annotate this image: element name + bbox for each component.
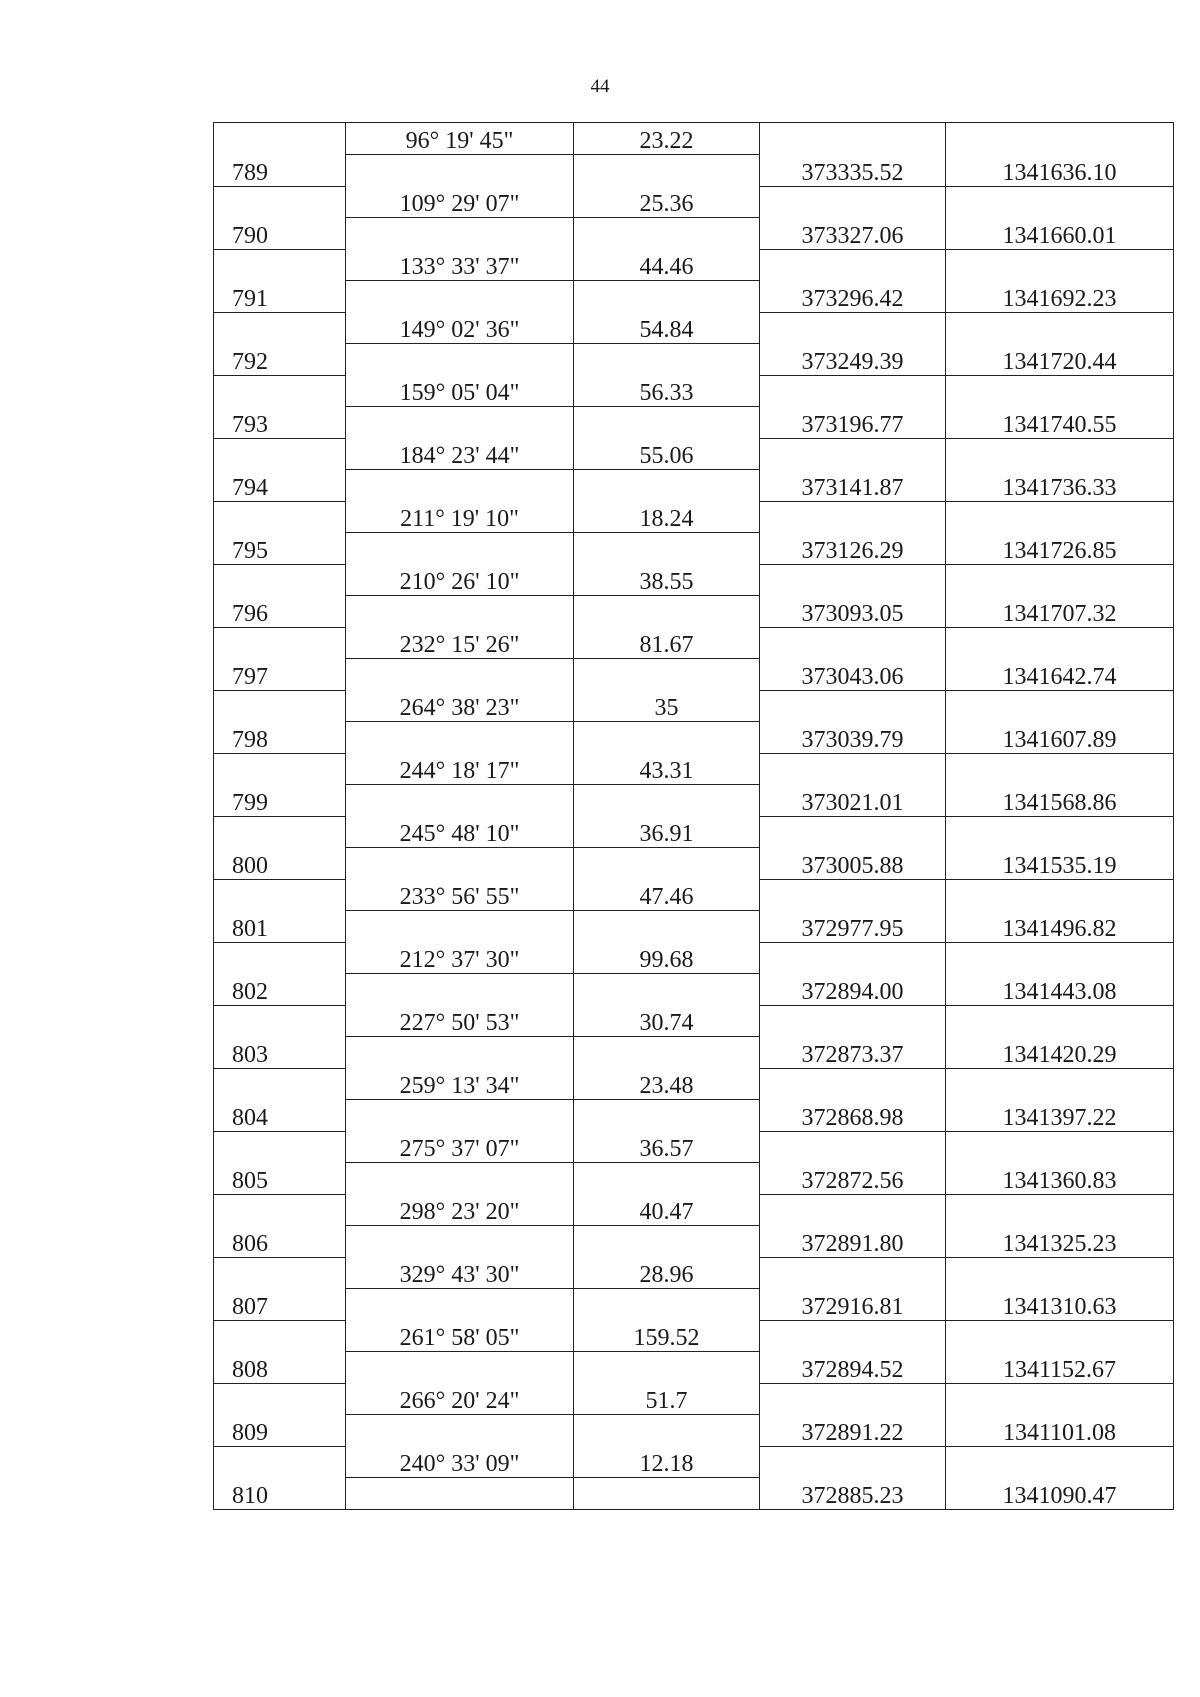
point-cell xyxy=(214,1320,346,1352)
distance-cell xyxy=(574,344,760,376)
segment-row xyxy=(214,312,1174,344)
point-row xyxy=(214,659,1174,691)
northing-cell xyxy=(946,753,1174,785)
point-row xyxy=(214,344,1174,376)
distance-cell: 25.36 xyxy=(574,186,760,218)
northing-cell xyxy=(946,438,1174,470)
easting-cell: 372894.52 xyxy=(760,1352,946,1384)
easting-cell xyxy=(760,501,946,533)
distance-cell xyxy=(574,407,760,439)
segment-row xyxy=(214,1257,1174,1289)
easting-cell: 373196.77 xyxy=(760,407,946,439)
point-row xyxy=(214,1289,1174,1321)
distance-cell: 23.22 xyxy=(574,123,760,155)
point-cell xyxy=(214,249,346,281)
bearing-cell xyxy=(346,155,574,187)
point-id-cell: 805 xyxy=(214,1163,346,1195)
bearing-cell xyxy=(346,974,574,1006)
segment-row xyxy=(214,1383,1174,1415)
bearing-cell xyxy=(346,1352,574,1384)
northing-cell: 1341535.19 xyxy=(946,848,1174,880)
point-row xyxy=(214,1352,1174,1384)
coordinate-table xyxy=(213,122,1174,1510)
point-row xyxy=(214,848,1174,880)
bearing-cell: 298° 23' 20" xyxy=(346,1194,574,1226)
point-cell xyxy=(214,1005,346,1037)
distance-cell: 56.33 xyxy=(574,375,760,407)
point-row xyxy=(214,155,1174,187)
segment-row xyxy=(214,816,1174,848)
segment-row xyxy=(214,564,1174,596)
bearing-cell xyxy=(346,533,574,565)
northing-cell: 1341707.32 xyxy=(946,596,1174,628)
easting-cell xyxy=(760,690,946,722)
northing-cell xyxy=(946,312,1174,344)
distance-cell xyxy=(574,596,760,628)
point-row xyxy=(214,785,1174,817)
segment-row xyxy=(214,123,1174,155)
northing-cell: 1341090.47 xyxy=(946,1478,1174,1510)
northing-cell xyxy=(946,375,1174,407)
easting-cell: 373296.42 xyxy=(760,281,946,313)
bearing-cell xyxy=(346,1163,574,1195)
northing-cell xyxy=(946,249,1174,281)
point-cell xyxy=(214,312,346,344)
easting-cell xyxy=(760,1446,946,1478)
distance-cell: 38.55 xyxy=(574,564,760,596)
point-id-cell: 790 xyxy=(214,218,346,250)
northing-cell xyxy=(946,1383,1174,1415)
easting-cell: 373249.39 xyxy=(760,344,946,376)
point-cell xyxy=(214,1446,346,1478)
easting-cell xyxy=(760,1383,946,1415)
northing-cell xyxy=(946,627,1174,659)
bearing-cell xyxy=(346,911,574,943)
easting-cell: 372977.95 xyxy=(760,911,946,943)
northing-cell: 1341397.22 xyxy=(946,1100,1174,1132)
distance-cell: 18.24 xyxy=(574,501,760,533)
page-number: 44 xyxy=(590,76,610,97)
bearing-cell xyxy=(346,659,574,691)
segment-row xyxy=(214,1446,1174,1478)
point-cell xyxy=(214,501,346,533)
northing-cell: 1341152.67 xyxy=(946,1352,1174,1384)
distance-cell xyxy=(574,911,760,943)
distance-cell xyxy=(574,659,760,691)
easting-cell: 372873.37 xyxy=(760,1037,946,1069)
bearing-cell xyxy=(346,470,574,502)
distance-cell xyxy=(574,281,760,313)
easting-cell xyxy=(760,1131,946,1163)
easting-cell: 373005.88 xyxy=(760,848,946,880)
point-row xyxy=(214,281,1174,313)
point-row xyxy=(214,470,1174,502)
easting-cell: 372916.81 xyxy=(760,1289,946,1321)
point-cell xyxy=(214,1131,346,1163)
distance-cell xyxy=(574,848,760,880)
bearing-cell: 266° 20' 24" xyxy=(346,1383,574,1415)
northing-cell xyxy=(946,1257,1174,1289)
point-id-cell: 800 xyxy=(214,848,346,880)
northing-cell: 1341692.23 xyxy=(946,281,1174,313)
point-id-cell: 803 xyxy=(214,1037,346,1069)
northing-cell: 1341568.86 xyxy=(946,785,1174,817)
point-cell xyxy=(214,1068,346,1100)
easting-cell: 372868.98 xyxy=(760,1100,946,1132)
distance-cell xyxy=(574,1037,760,1069)
point-id-cell: 797 xyxy=(214,659,346,691)
segment-row xyxy=(214,1194,1174,1226)
bearing-cell: 259° 13' 34" xyxy=(346,1068,574,1100)
easting-cell xyxy=(760,438,946,470)
segment-row xyxy=(214,186,1174,218)
northing-cell xyxy=(946,186,1174,218)
distance-cell: 35 xyxy=(574,690,760,722)
point-cell xyxy=(214,1383,346,1415)
point-row xyxy=(214,722,1174,754)
bearing-cell: 210° 26' 10" xyxy=(346,564,574,596)
point-row xyxy=(214,1100,1174,1132)
northing-cell xyxy=(946,879,1174,911)
northing-cell: 1341636.10 xyxy=(946,155,1174,187)
distance-cell xyxy=(574,1289,760,1321)
northing-cell: 1341325.23 xyxy=(946,1226,1174,1258)
northing-cell xyxy=(946,1320,1174,1352)
northing-cell xyxy=(946,501,1174,533)
point-id-cell: 793 xyxy=(214,407,346,439)
bearing-cell: 227° 50' 53" xyxy=(346,1005,574,1037)
distance-cell: 43.31 xyxy=(574,753,760,785)
northing-cell xyxy=(946,1446,1174,1478)
point-id-cell: 807 xyxy=(214,1289,346,1321)
distance-cell: 36.91 xyxy=(574,816,760,848)
bearing-cell: 233° 56' 55" xyxy=(346,879,574,911)
point-cell xyxy=(214,816,346,848)
northing-cell xyxy=(946,1068,1174,1100)
point-row xyxy=(214,1226,1174,1258)
distance-cell: 36.57 xyxy=(574,1131,760,1163)
bearing-cell: 240° 33' 09" xyxy=(346,1446,574,1478)
point-row xyxy=(214,1415,1174,1447)
bearing-cell: 211° 19' 10" xyxy=(346,501,574,533)
point-id-cell: 806 xyxy=(214,1226,346,1258)
bearing-cell: 244° 18' 17" xyxy=(346,753,574,785)
northing-cell: 1341310.63 xyxy=(946,1289,1174,1321)
bearing-cell xyxy=(346,596,574,628)
bearing-cell: 212° 37' 30" xyxy=(346,942,574,974)
distance-cell xyxy=(574,1163,760,1195)
distance-cell: 99.68 xyxy=(574,942,760,974)
easting-cell xyxy=(760,816,946,848)
segment-row xyxy=(214,690,1174,722)
northing-cell: 1341360.83 xyxy=(946,1163,1174,1195)
point-id-cell: 794 xyxy=(214,470,346,502)
northing-cell xyxy=(946,690,1174,722)
bearing-cell xyxy=(346,218,574,250)
bearing-cell: 245° 48' 10" xyxy=(346,816,574,848)
point-cell xyxy=(214,186,346,218)
easting-cell: 373126.29 xyxy=(760,533,946,565)
point-cell xyxy=(214,1194,346,1226)
northing-cell: 1341720.44 xyxy=(946,344,1174,376)
point-id-cell: 791 xyxy=(214,281,346,313)
bearing-cell xyxy=(346,344,574,376)
northing-cell xyxy=(946,1005,1174,1037)
distance-cell: 159.52 xyxy=(574,1320,760,1352)
point-id-cell: 808 xyxy=(214,1352,346,1384)
easting-cell: 372894.00 xyxy=(760,974,946,1006)
easting-cell: 373093.05 xyxy=(760,596,946,628)
point-id-cell: 798 xyxy=(214,722,346,754)
easting-cell xyxy=(760,1257,946,1289)
point-cell xyxy=(214,564,346,596)
bearing-cell: 275° 37' 07" xyxy=(346,1131,574,1163)
easting-cell xyxy=(760,1068,946,1100)
distance-cell xyxy=(574,1352,760,1384)
easting-cell: 372885.23 xyxy=(760,1478,946,1510)
point-id-cell: 799 xyxy=(214,785,346,817)
point-id-cell: 802 xyxy=(214,974,346,1006)
segment-row xyxy=(214,438,1174,470)
distance-cell: 28.96 xyxy=(574,1257,760,1289)
bearing-cell xyxy=(346,1226,574,1258)
distance-cell xyxy=(574,533,760,565)
distance-cell: 44.46 xyxy=(574,249,760,281)
segment-row xyxy=(214,942,1174,974)
distance-cell: 12.18 xyxy=(574,1446,760,1478)
distance-cell xyxy=(574,1415,760,1447)
northing-cell xyxy=(946,942,1174,974)
point-row xyxy=(214,1037,1174,1069)
easting-cell: 372891.80 xyxy=(760,1226,946,1258)
point-id-cell: 810 xyxy=(214,1478,346,1510)
northing-cell: 1341607.89 xyxy=(946,722,1174,754)
northing-cell: 1341420.29 xyxy=(946,1037,1174,1069)
segment-row xyxy=(214,1320,1174,1352)
point-id-cell: 804 xyxy=(214,1100,346,1132)
distance-cell xyxy=(574,974,760,1006)
bearing-cell xyxy=(346,1037,574,1069)
easting-cell xyxy=(760,1320,946,1352)
bearing-cell xyxy=(346,407,574,439)
distance-cell xyxy=(574,1100,760,1132)
easting-cell: 373335.52 xyxy=(760,155,946,187)
bearing-cell: 232° 15' 26" xyxy=(346,627,574,659)
segment-row xyxy=(214,879,1174,911)
distance-cell xyxy=(574,155,760,187)
distance-cell: 40.47 xyxy=(574,1194,760,1226)
easting-cell xyxy=(760,312,946,344)
point-row xyxy=(214,911,1174,943)
bearing-cell xyxy=(346,722,574,754)
northing-cell xyxy=(946,1131,1174,1163)
point-row xyxy=(214,218,1174,250)
easting-cell xyxy=(760,627,946,659)
easting-cell xyxy=(760,186,946,218)
easting-cell: 373039.79 xyxy=(760,722,946,754)
bearing-cell: 149° 02' 36" xyxy=(346,312,574,344)
bearing-cell: 264° 38' 23" xyxy=(346,690,574,722)
bearing-cell xyxy=(346,1415,574,1447)
point-id-cell: 796 xyxy=(214,596,346,628)
bearing-cell xyxy=(346,1100,574,1132)
point-row xyxy=(214,974,1174,1006)
point-cell xyxy=(214,438,346,470)
bearing-cell: 329° 43' 30" xyxy=(346,1257,574,1289)
point-row xyxy=(214,533,1174,565)
distance-cell: 47.46 xyxy=(574,879,760,911)
easting-cell xyxy=(760,1005,946,1037)
segment-row xyxy=(214,1068,1174,1100)
distance-cell xyxy=(574,1478,760,1510)
northing-cell: 1341726.85 xyxy=(946,533,1174,565)
bearing-cell xyxy=(346,281,574,313)
northing-cell xyxy=(946,816,1174,848)
point-id-cell: 792 xyxy=(214,344,346,376)
distance-cell: 55.06 xyxy=(574,438,760,470)
bearing-cell: 109° 29' 07" xyxy=(346,186,574,218)
easting-cell: 373327.06 xyxy=(760,218,946,250)
bearing-cell xyxy=(346,1478,574,1510)
northing-cell: 1341443.08 xyxy=(946,974,1174,1006)
northing-cell: 1341496.82 xyxy=(946,911,1174,943)
segment-row xyxy=(214,753,1174,785)
northing-cell xyxy=(946,123,1174,155)
distance-cell: 54.84 xyxy=(574,312,760,344)
point-id-cell: 795 xyxy=(214,533,346,565)
easting-cell: 373021.01 xyxy=(760,785,946,817)
bearing-cell: 184° 23' 44" xyxy=(346,438,574,470)
easting-cell xyxy=(760,123,946,155)
easting-cell xyxy=(760,753,946,785)
easting-cell xyxy=(760,249,946,281)
distance-cell: 81.67 xyxy=(574,627,760,659)
coordinate-table-body xyxy=(214,123,1174,1510)
northing-cell: 1341736.33 xyxy=(946,470,1174,502)
point-row xyxy=(214,1478,1174,1510)
point-cell xyxy=(214,942,346,974)
easting-cell: 373043.06 xyxy=(760,659,946,691)
segment-row xyxy=(214,1131,1174,1163)
easting-cell xyxy=(760,942,946,974)
point-id-cell: 801 xyxy=(214,911,346,943)
distance-cell: 30.74 xyxy=(574,1005,760,1037)
point-id-cell: 809 xyxy=(214,1415,346,1447)
easting-cell: 372891.22 xyxy=(760,1415,946,1447)
point-row xyxy=(214,1163,1174,1195)
bearing-cell xyxy=(346,848,574,880)
point-cell xyxy=(214,753,346,785)
bearing-cell: 96° 19' 45" xyxy=(346,123,574,155)
point-row xyxy=(214,596,1174,628)
point-cell xyxy=(214,375,346,407)
distance-cell xyxy=(574,218,760,250)
point-cell xyxy=(214,123,346,155)
easting-cell xyxy=(760,375,946,407)
northing-cell xyxy=(946,564,1174,596)
northing-cell: 1341660.01 xyxy=(946,218,1174,250)
easting-cell xyxy=(760,879,946,911)
easting-cell xyxy=(760,1194,946,1226)
distance-cell: 51.7 xyxy=(574,1383,760,1415)
point-cell xyxy=(214,627,346,659)
point-row xyxy=(214,407,1174,439)
easting-cell: 373141.87 xyxy=(760,470,946,502)
point-cell xyxy=(214,1257,346,1289)
distance-cell: 23.48 xyxy=(574,1068,760,1100)
distance-cell xyxy=(574,722,760,754)
bearing-cell xyxy=(346,1289,574,1321)
northing-cell: 1341740.55 xyxy=(946,407,1174,439)
point-cell xyxy=(214,879,346,911)
segment-row xyxy=(214,1005,1174,1037)
distance-cell xyxy=(574,785,760,817)
northing-cell xyxy=(946,1194,1174,1226)
segment-row xyxy=(214,249,1174,281)
easting-cell xyxy=(760,564,946,596)
segment-row xyxy=(214,627,1174,659)
easting-cell: 372872.56 xyxy=(760,1163,946,1195)
bearing-cell: 133° 33' 37" xyxy=(346,249,574,281)
bearing-cell xyxy=(346,785,574,817)
bearing-cell: 261° 58' 05" xyxy=(346,1320,574,1352)
distance-cell xyxy=(574,1226,760,1258)
point-cell xyxy=(214,690,346,722)
bearing-cell: 159° 05' 04" xyxy=(346,375,574,407)
segment-row xyxy=(214,501,1174,533)
point-id-cell: 789 xyxy=(214,155,346,187)
segment-row xyxy=(214,375,1174,407)
northing-cell: 1341642.74 xyxy=(946,659,1174,691)
northing-cell: 1341101.08 xyxy=(946,1415,1174,1447)
distance-cell xyxy=(574,470,760,502)
